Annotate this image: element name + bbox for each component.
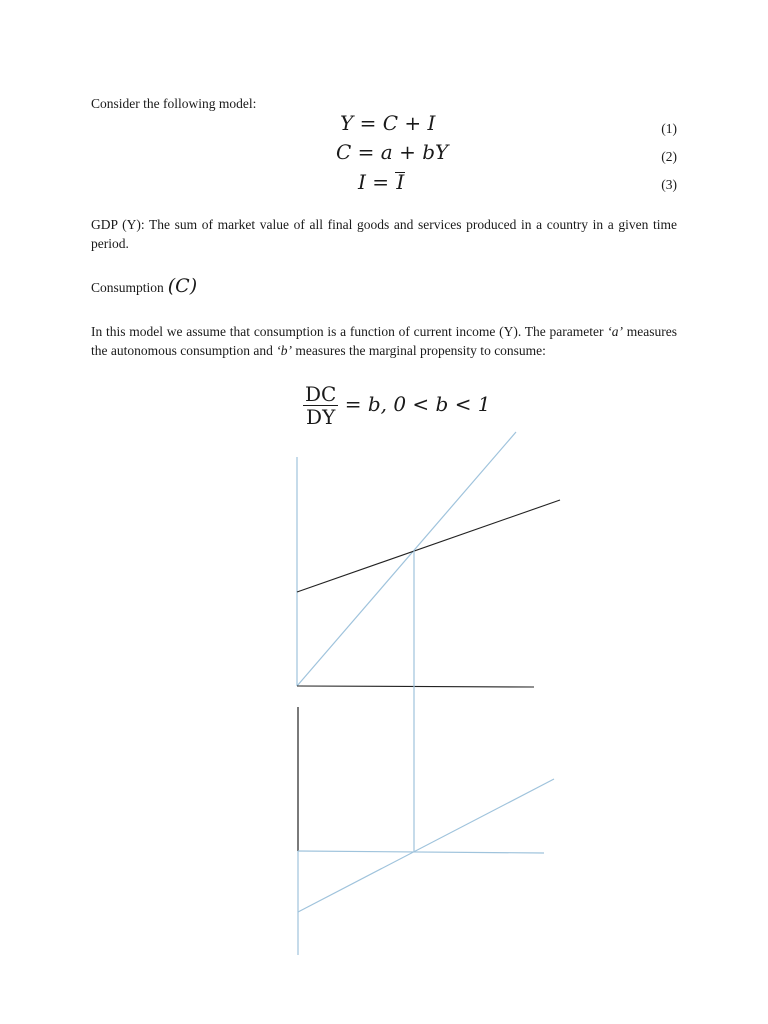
mpc-numerator: DC	[305, 382, 337, 406]
equation-2-rhs: a + bY	[380, 140, 449, 164]
consumption-label: Consumption	[91, 280, 164, 295]
equation-3-lhs: I	[358, 170, 366, 194]
mpc-denominator: DY	[306, 405, 336, 429]
equation-2-number: (2)	[661, 149, 677, 164]
equation-1-eq: =	[359, 111, 377, 135]
equation-2-lhs: C	[336, 140, 352, 164]
equation-1-rhs: C + I	[382, 111, 436, 135]
equation-3-rhs: I	[396, 170, 405, 194]
aggregate-expenditure-line	[297, 500, 560, 592]
b-symbol: ‘b’	[276, 343, 292, 358]
consumption-paragraph-part1: In this model we assume that consumption is a function of current income (Y). The parameter	[91, 324, 608, 339]
equation-2-eq: =	[357, 140, 375, 164]
mpc-condition: = b, 0 < b < 1	[344, 392, 491, 416]
consumption-symbol: (C)	[167, 275, 198, 297]
equation-3-number: (3)	[661, 177, 677, 192]
a-symbol: ‘a’	[607, 324, 623, 339]
lower-horizontal-axis	[298, 851, 544, 853]
equation-1-number: (1)	[661, 121, 677, 136]
forty-five-degree-line	[297, 432, 516, 686]
gdp-definition: GDP (Y): The sum of market value of all final goods and services produced in a country in a given time period.	[91, 217, 677, 251]
consumption-paragraph-part3: measures the marginal propensity to consume:	[291, 343, 546, 358]
intro-text: Consider the following model:	[91, 96, 257, 111]
equation-1-lhs: Y	[340, 111, 354, 135]
consumption-paragraph-part2: measures the autonomous consumption and	[91, 324, 677, 358]
upper-horizontal-axis	[297, 686, 534, 687]
lower-rising-line	[298, 779, 554, 912]
equation-3-eq: =	[372, 170, 390, 194]
